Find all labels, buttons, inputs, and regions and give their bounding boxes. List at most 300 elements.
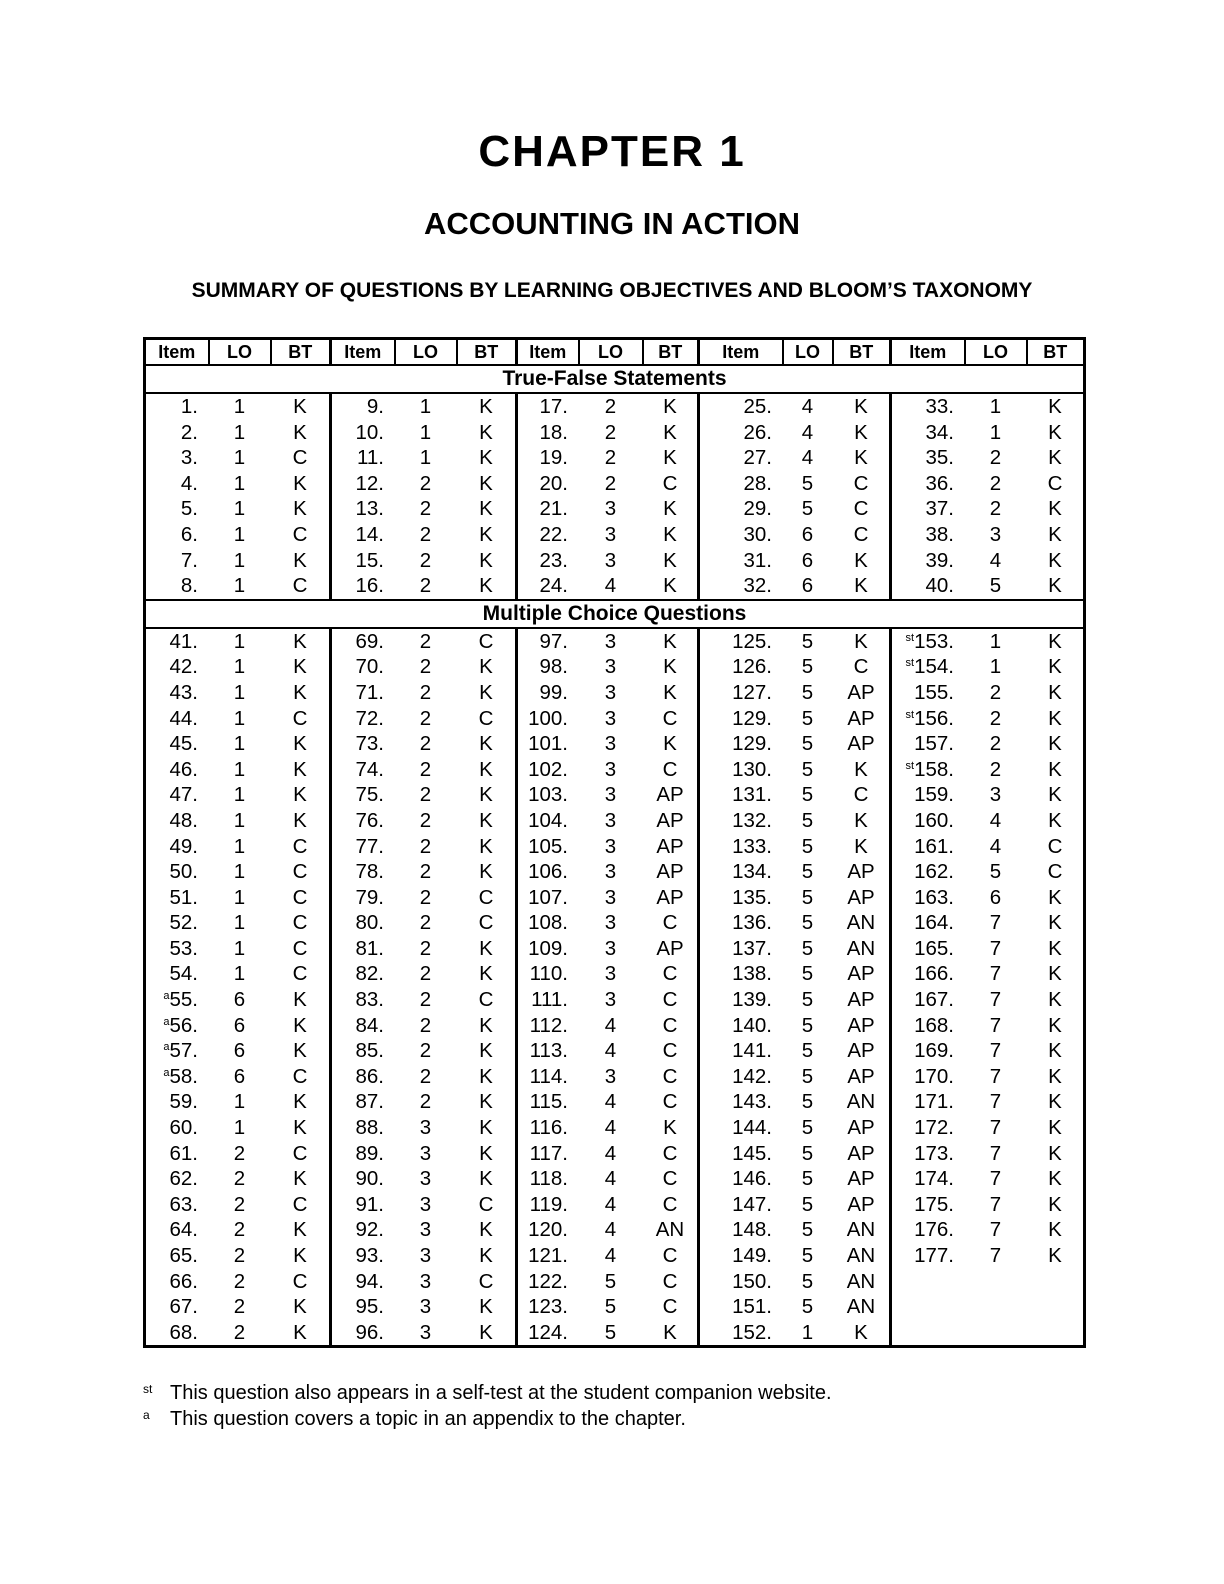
blooms-taxonomy: C: [1027, 859, 1085, 885]
blooms-taxonomy: K: [457, 420, 517, 446]
blooms-taxonomy: K: [457, 522, 517, 548]
learning-objective: 3: [579, 910, 643, 936]
item-number: 167.: [891, 987, 965, 1013]
item-number: 166.: [891, 961, 965, 987]
blooms-taxonomy: C: [457, 885, 517, 911]
column-header-lo: LO: [965, 339, 1027, 366]
header-row: [145, 339, 1085, 366]
table-row: [145, 834, 1085, 860]
blooms-taxonomy: C: [1027, 471, 1085, 497]
learning-objective: 2: [395, 757, 457, 783]
learning-objective: 7: [965, 1192, 1027, 1218]
blooms-taxonomy: K: [833, 808, 891, 834]
table-row: [145, 1064, 1085, 1090]
blooms-taxonomy: K: [271, 987, 331, 1013]
questions-table: [143, 337, 1086, 1348]
blooms-taxonomy: C: [643, 910, 699, 936]
footnote-marker: a: [163, 1066, 170, 1079]
learning-objective: 5: [783, 680, 833, 706]
item-number: 174.: [891, 1166, 965, 1192]
item-number: 155.: [891, 680, 965, 706]
blooms-taxonomy: C: [271, 522, 331, 548]
learning-objective: 5: [783, 1217, 833, 1243]
learning-objective: 5: [783, 1115, 833, 1141]
learning-objective: 3: [579, 706, 643, 732]
page-title: CHAPTER 1: [478, 127, 746, 176]
item-number: 140.: [699, 1013, 783, 1039]
blooms-taxonomy: K: [457, 1217, 517, 1243]
blooms-taxonomy: K: [457, 1115, 517, 1141]
item-number: 148.: [699, 1217, 783, 1243]
blooms-taxonomy: K: [643, 731, 699, 757]
learning-objective: 5: [783, 628, 833, 655]
blooms-taxonomy: K: [457, 496, 517, 522]
item-number: 117.: [517, 1141, 579, 1167]
learning-objective: 5: [783, 885, 833, 911]
item-number: 23.: [517, 548, 579, 574]
learning-objective: 5: [783, 1064, 833, 1090]
table-row: [145, 573, 1085, 600]
item-number: 66.: [145, 1269, 209, 1295]
learning-objective: 4: [579, 1038, 643, 1064]
learning-objective: 5: [783, 496, 833, 522]
blooms-taxonomy: C: [643, 1089, 699, 1115]
learning-objective: 3: [965, 782, 1027, 808]
item-number: 3.: [145, 445, 209, 471]
learning-objective: 1: [209, 496, 271, 522]
item-number: 104.: [517, 808, 579, 834]
item-number: 147.: [699, 1192, 783, 1218]
blooms-taxonomy: C: [457, 628, 517, 655]
item-number: 31.: [699, 548, 783, 574]
blooms-taxonomy: C: [643, 1013, 699, 1039]
blooms-taxonomy: K: [271, 1217, 331, 1243]
item-number: 98.: [517, 654, 579, 680]
learning-objective: 2: [395, 885, 457, 911]
item-number: 106.: [517, 859, 579, 885]
blooms-taxonomy: K: [1027, 522, 1085, 548]
section-title: Multiple Choice Questions: [145, 600, 1085, 628]
learning-objective: 2: [395, 859, 457, 885]
blooms-taxonomy: C: [271, 961, 331, 987]
table-row: [145, 393, 1085, 420]
item-number: 52.: [145, 910, 209, 936]
item-number: 82.: [331, 961, 395, 987]
blooms-taxonomy: K: [271, 680, 331, 706]
blooms-taxonomy: K: [271, 1115, 331, 1141]
learning-objective: 3: [579, 987, 643, 1013]
item-number-text: 158.: [914, 757, 954, 781]
learning-objective: 2: [965, 471, 1027, 497]
learning-objective: 3: [395, 1217, 457, 1243]
blooms-taxonomy: K: [833, 757, 891, 783]
item-number: [145, 1013, 209, 1039]
item-number: 40.: [891, 573, 965, 600]
blooms-taxonomy: K: [457, 731, 517, 757]
blooms-taxonomy: K: [1027, 1064, 1085, 1090]
blooms-taxonomy: K: [457, 834, 517, 860]
item-number: 145.: [699, 1141, 783, 1167]
section-title: True-False Statements: [145, 365, 1085, 393]
table-row: [145, 757, 1085, 783]
learning-objective: 6: [209, 987, 271, 1013]
table-row: [145, 680, 1085, 706]
item-number-text: 55.: [169, 988, 198, 1012]
blooms-taxonomy: K: [1027, 420, 1085, 446]
blooms-taxonomy: K: [271, 1013, 331, 1039]
learning-objective: 1: [395, 445, 457, 471]
item-number: 41.: [145, 628, 209, 655]
learning-objective: 2: [965, 680, 1027, 706]
blooms-taxonomy: K: [457, 573, 517, 600]
item-number: [891, 757, 965, 783]
item-number: 161.: [891, 834, 965, 860]
item-number: 76.: [331, 808, 395, 834]
blooms-taxonomy: K: [457, 757, 517, 783]
blooms-taxonomy: K: [1027, 393, 1085, 420]
blooms-taxonomy: C: [643, 1192, 699, 1218]
table-row: [145, 1089, 1085, 1115]
item-number: [891, 706, 965, 732]
learning-objective: 5: [783, 961, 833, 987]
table-row: [145, 859, 1085, 885]
item-number: 157.: [891, 731, 965, 757]
item-number: 63.: [145, 1192, 209, 1218]
table-row: [145, 1320, 1085, 1347]
table-row: [145, 1217, 1085, 1243]
item-number: 110.: [517, 961, 579, 987]
blooms-taxonomy: C: [643, 1166, 699, 1192]
blooms-taxonomy: AP: [643, 782, 699, 808]
learning-objective: 7: [965, 1064, 1027, 1090]
learning-objective: 2: [395, 1038, 457, 1064]
item-number: 75.: [331, 782, 395, 808]
footnote: [143, 1406, 832, 1432]
learning-objective: 4: [579, 1192, 643, 1218]
blooms-taxonomy: AP: [833, 1115, 891, 1141]
table-row: [145, 445, 1085, 471]
learning-objective: 2: [395, 731, 457, 757]
item-number: 53.: [145, 936, 209, 962]
footnote-text: This question also appears in a self-test at the student companion website.: [170, 1382, 832, 1404]
learning-objective: 4: [965, 548, 1027, 574]
item-number: 146.: [699, 1166, 783, 1192]
learning-objective: 2: [395, 910, 457, 936]
learning-objective: 5: [783, 834, 833, 860]
learning-objective: 7: [965, 1141, 1027, 1167]
learning-objective: 4: [579, 1089, 643, 1115]
blooms-taxonomy: K: [271, 548, 331, 574]
footnote-mark: a: [143, 1408, 150, 1422]
blooms-taxonomy: C: [457, 1269, 517, 1295]
blooms-taxonomy: C: [271, 885, 331, 911]
blooms-taxonomy: AN: [833, 1089, 891, 1115]
blooms-taxonomy: K: [643, 420, 699, 446]
blooms-taxonomy: K: [457, 936, 517, 962]
blooms-taxonomy: K: [1027, 1089, 1085, 1115]
item-number: 102.: [517, 757, 579, 783]
item-number: 94.: [331, 1269, 395, 1295]
table-row: [145, 961, 1085, 987]
learning-objective: 7: [965, 1166, 1027, 1192]
item-number: 80.: [331, 910, 395, 936]
blooms-taxonomy: K: [457, 1243, 517, 1269]
blooms-taxonomy: AP: [833, 1166, 891, 1192]
learning-objective: 3: [579, 961, 643, 987]
item-number: 91.: [331, 1192, 395, 1218]
learning-objective: 4: [783, 393, 833, 420]
learning-objective: 2: [395, 834, 457, 860]
footnote-mark: st: [143, 1382, 153, 1396]
item-number: 171.: [891, 1089, 965, 1115]
blooms-taxonomy: C: [833, 654, 891, 680]
item-number: 7.: [145, 548, 209, 574]
learning-objective: 3: [395, 1115, 457, 1141]
item-number: 13.: [331, 496, 395, 522]
table-row: [145, 1294, 1085, 1320]
blooms-taxonomy: C: [457, 987, 517, 1013]
blooms-taxonomy: C: [1027, 834, 1085, 860]
learning-objective: 5: [783, 987, 833, 1013]
blooms-taxonomy: K: [457, 1320, 517, 1347]
blooms-taxonomy: K: [1027, 731, 1085, 757]
item-number: 60.: [145, 1115, 209, 1141]
item-number: 1.: [145, 393, 209, 420]
learning-objective: 3: [579, 782, 643, 808]
item-number: 43.: [145, 680, 209, 706]
learning-objective: 3: [579, 757, 643, 783]
item-number: 21.: [517, 496, 579, 522]
item-number: 26.: [699, 420, 783, 446]
blooms-taxonomy: K: [1027, 496, 1085, 522]
learning-objective: 4: [579, 1141, 643, 1167]
learning-objective: 2: [209, 1141, 271, 1167]
column-header-item: Item: [699, 339, 783, 366]
item-number: 111.: [517, 987, 579, 1013]
item-number: 135.: [699, 885, 783, 911]
learning-objective: 3: [395, 1294, 457, 1320]
learning-objective: 7: [965, 936, 1027, 962]
learning-objective: 6: [783, 522, 833, 548]
table-row: [145, 548, 1085, 574]
item-number: 173.: [891, 1141, 965, 1167]
learning-objective: 1: [209, 445, 271, 471]
learning-objective: 1: [209, 548, 271, 574]
learning-objective: 6: [965, 885, 1027, 911]
item-number: 127.: [699, 680, 783, 706]
blooms-taxonomy: K: [643, 680, 699, 706]
item-number: 144.: [699, 1115, 783, 1141]
blooms-taxonomy: K: [457, 471, 517, 497]
item-number: 90.: [331, 1166, 395, 1192]
blooms-taxonomy: K: [457, 961, 517, 987]
table-row: [145, 885, 1085, 911]
item-number: [145, 1064, 209, 1090]
item-number: 54.: [145, 961, 209, 987]
learning-objective: 7: [965, 910, 1027, 936]
learning-objective: 4: [579, 573, 643, 600]
item-number-text: 156.: [914, 706, 954, 730]
learning-objective: [965, 1294, 1027, 1320]
learning-objective: 5: [783, 1192, 833, 1218]
learning-objective: 1: [395, 420, 457, 446]
blooms-taxonomy: C: [643, 1038, 699, 1064]
column-header-lo: LO: [579, 339, 643, 366]
blooms-taxonomy: K: [1027, 936, 1085, 962]
learning-objective: 1: [965, 393, 1027, 420]
item-number: 165.: [891, 936, 965, 962]
blooms-taxonomy: K: [457, 1038, 517, 1064]
learning-objective: 2: [965, 757, 1027, 783]
item-number: 28.: [699, 471, 783, 497]
item-number: 78.: [331, 859, 395, 885]
blooms-taxonomy: AP: [833, 1064, 891, 1090]
item-number: 122.: [517, 1269, 579, 1295]
blooms-taxonomy: K: [457, 1013, 517, 1039]
item-number: 61.: [145, 1141, 209, 1167]
item-number: 131.: [699, 782, 783, 808]
footnote-marker: st: [905, 631, 915, 644]
item-number: 118.: [517, 1166, 579, 1192]
item-number: 85.: [331, 1038, 395, 1064]
item-number: 15.: [331, 548, 395, 574]
learning-objective: 2: [395, 1089, 457, 1115]
item-number: 175.: [891, 1192, 965, 1218]
learning-objective: 3: [579, 885, 643, 911]
blooms-taxonomy: K: [1027, 1166, 1085, 1192]
item-number-text: 57.: [169, 1039, 198, 1063]
item-number: 29.: [699, 496, 783, 522]
item-number: 72.: [331, 706, 395, 732]
item-number: 164.: [891, 910, 965, 936]
item-number: 50.: [145, 859, 209, 885]
learning-objective: 5: [783, 1166, 833, 1192]
footnote-marker: st: [905, 759, 915, 772]
learning-objective: 1: [965, 654, 1027, 680]
table-row: [145, 1269, 1085, 1295]
item-number-text: 154.: [914, 655, 954, 679]
item-number: 96.: [331, 1320, 395, 1347]
item-number: 64.: [145, 1217, 209, 1243]
item-number: 162.: [891, 859, 965, 885]
learning-objective: 1: [209, 573, 271, 600]
item-number: 160.: [891, 808, 965, 834]
blooms-taxonomy: K: [457, 782, 517, 808]
item-number: 113.: [517, 1038, 579, 1064]
column-header-bt: BT: [271, 339, 331, 366]
learning-objective: 7: [965, 1115, 1027, 1141]
blooms-taxonomy: K: [271, 471, 331, 497]
learning-objective: 5: [783, 1141, 833, 1167]
learning-objective: 1: [209, 522, 271, 548]
item-number: 22.: [517, 522, 579, 548]
learning-objective: 3: [579, 936, 643, 962]
learning-objective: 5: [783, 757, 833, 783]
blooms-taxonomy: [1027, 1294, 1085, 1320]
item-number: 32.: [699, 573, 783, 600]
learning-objective: 5: [965, 573, 1027, 600]
item-number: 16.: [331, 573, 395, 600]
blooms-taxonomy: K: [643, 628, 699, 655]
learning-objective: 4: [579, 1243, 643, 1269]
blooms-taxonomy: AN: [833, 936, 891, 962]
item-number: 159.: [891, 782, 965, 808]
table-row: [145, 471, 1085, 497]
blooms-taxonomy: K: [457, 859, 517, 885]
learning-objective: 1: [209, 654, 271, 680]
learning-objective: 1: [209, 808, 271, 834]
item-number: 121.: [517, 1243, 579, 1269]
learning-objective: 1: [209, 961, 271, 987]
learning-objective: 3: [579, 1064, 643, 1090]
item-number: 2.: [145, 420, 209, 446]
item-number: 81.: [331, 936, 395, 962]
learning-objective: 4: [783, 420, 833, 446]
learning-objective: 2: [965, 496, 1027, 522]
learning-objective: 2: [579, 393, 643, 420]
item-number: 124.: [517, 1320, 579, 1347]
item-number: 100.: [517, 706, 579, 732]
learning-objective: 4: [579, 1217, 643, 1243]
item-number: 150.: [699, 1269, 783, 1295]
blooms-taxonomy: K: [271, 757, 331, 783]
item-number: 120.: [517, 1217, 579, 1243]
item-number: 93.: [331, 1243, 395, 1269]
column-header-item: Item: [517, 339, 579, 366]
item-number: 20.: [517, 471, 579, 497]
blooms-taxonomy: K: [457, 1166, 517, 1192]
learning-objective: 1: [209, 885, 271, 911]
learning-objective: 6: [209, 1038, 271, 1064]
blooms-taxonomy: K: [1027, 628, 1085, 655]
item-number: 136.: [699, 910, 783, 936]
blooms-taxonomy: C: [643, 961, 699, 987]
blooms-taxonomy: AP: [643, 808, 699, 834]
blooms-taxonomy: K: [457, 680, 517, 706]
item-number: [891, 1294, 965, 1320]
item-number: 143.: [699, 1089, 783, 1115]
learning-objective: 2: [395, 654, 457, 680]
learning-objective: 2: [395, 522, 457, 548]
learning-objective: 1: [209, 706, 271, 732]
item-number: 11.: [331, 445, 395, 471]
blooms-taxonomy: K: [1027, 680, 1085, 706]
blooms-taxonomy: K: [833, 420, 891, 446]
learning-objective: 3: [579, 548, 643, 574]
item-number: 71.: [331, 680, 395, 706]
item-number: [145, 987, 209, 1013]
item-number: 35.: [891, 445, 965, 471]
item-number: 10.: [331, 420, 395, 446]
column-header-lo: LO: [783, 339, 833, 366]
blooms-taxonomy: C: [643, 987, 699, 1013]
item-number: 12.: [331, 471, 395, 497]
blooms-taxonomy: AP: [833, 1038, 891, 1064]
blooms-taxonomy: K: [1027, 1243, 1085, 1269]
blooms-taxonomy: K: [1027, 1115, 1085, 1141]
item-number: 45.: [145, 731, 209, 757]
learning-objective: 5: [579, 1294, 643, 1320]
blooms-taxonomy: K: [457, 548, 517, 574]
learning-objective: 7: [965, 1217, 1027, 1243]
item-number: 68.: [145, 1320, 209, 1347]
learning-objective: 2: [209, 1166, 271, 1192]
footnote-marker: a: [163, 1015, 170, 1028]
blooms-taxonomy: K: [1027, 1217, 1085, 1243]
table-row: [145, 522, 1085, 548]
footnote-marker: st: [905, 708, 915, 721]
learning-objective: 3: [579, 859, 643, 885]
